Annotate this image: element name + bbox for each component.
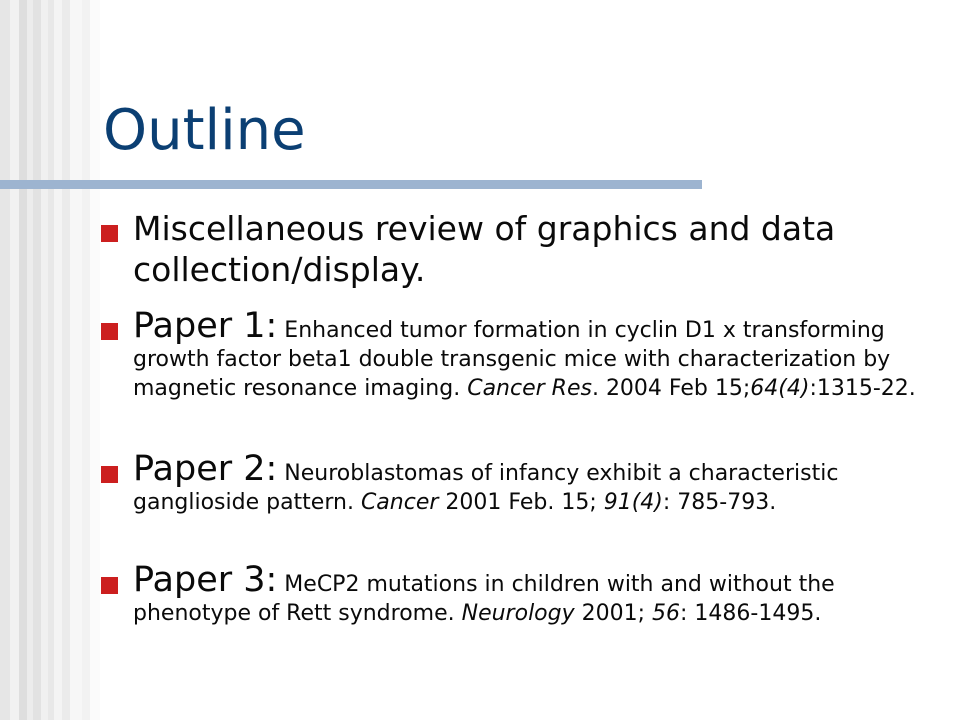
paper-label: Paper 2:: [133, 449, 278, 489]
bullet-text: Miscellaneous review of graphics and data collection/display.: [133, 209, 836, 289]
journal-name: Cancer Res: [467, 376, 592, 401]
paper-label: Paper 3:: [133, 560, 278, 600]
journal-name: Cancer: [360, 490, 439, 515]
bullet-square-icon: [101, 577, 118, 594]
title-underline-rule: [0, 180, 702, 189]
citation-pages: :1315-22.: [809, 376, 916, 401]
citation-date: . 2004 Feb 15;: [591, 376, 751, 401]
bullet-square-icon: [101, 323, 118, 340]
paper-title: Enhanced tumor formation in cyclin D1 x transforming growth factor beta1 double transgenic mice with characterization by magnetic resonance imaging.: [133, 318, 891, 401]
paper-title: Neuroblastomas of infancy exhibit a characteristic ganglioside pattern.: [133, 461, 839, 515]
citation-pages: : 1486-1495.: [680, 601, 822, 626]
paper-label: Paper 1:: [133, 306, 278, 346]
citation-volume: 91(4): [603, 490, 663, 515]
citation-pages: : 785-793.: [662, 490, 777, 515]
paper-title: MeCP2 mutations in children with and without the phenotype of Rett syndrome.: [133, 572, 835, 626]
citation-volume: 56: [652, 601, 681, 626]
bullet-text: [133, 449, 933, 517]
bullet-text: [133, 306, 933, 403]
journal-name: Neurology: [461, 601, 575, 626]
citation-volume: 64(4): [750, 376, 810, 401]
bullet-square-icon: [101, 466, 118, 483]
left-stripe-decoration: [0, 0, 100, 720]
bullet-text: [133, 560, 945, 628]
citation-date: 2001 Feb. 15;: [438, 490, 604, 515]
slide-title: Outline: [103, 98, 306, 163]
citation-date: 2001;: [574, 601, 653, 626]
bullet-square-icon: [101, 225, 118, 242]
